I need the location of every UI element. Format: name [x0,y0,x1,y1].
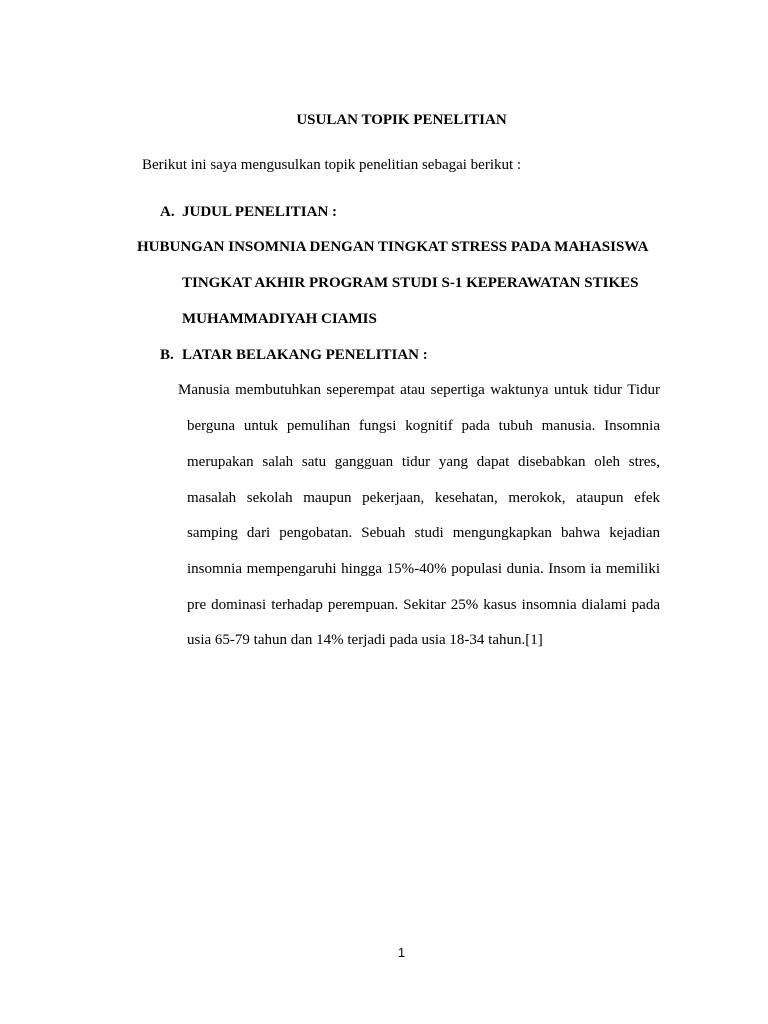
paragraph-line-5: samping dari pengobatan. Sebuah studi mengungkapkan bahwa kejadian [187,525,660,541]
research-title-line-3: MUHAMMADIYAH CIAMIS [182,311,377,327]
page-number: 1 [397,945,406,960]
paragraph-line-3: merupakan salah satu gangguan tidur yang dapat disebabkan oleh stres, [187,454,660,470]
section-a-letter: A. [160,204,175,220]
research-title-line-1: HUBUNGAN INSOMNIA DENGAN TINGKAT STRESS PADA MAHASISWA [137,239,649,255]
paragraph-line-6: insomnia mempengaruhi hingga 15%-40% populasi dunia. Insom ia memiliki [187,561,660,577]
section-b-heading: LATAR BELAKANG PENELITIAN : [182,347,428,363]
paragraph-line-4: masalah sekolah maupun pekerjaan, kesehatan, merokok, ataupun efek [187,490,660,506]
paragraph-line-2: berguna untuk pemulihan fungsi kognitif pada tubuh manusia. Insomnia [187,418,660,434]
paragraph-line-1: Manusia membutuhkan seperempat atau sepertiga waktunya untuk tidur Tidur [178,382,660,398]
paragraph-line-8: usia 65-79 tahun dan 14% terjadi pada usia 18-34 tahun.[1] [187,632,543,648]
intro-text: Berikut ini saya mengusulkan topik penelitian sebagai berikut : [142,157,522,173]
paragraph-line-7: pre dominasi terhadap perempuan. Sekitar 25% kasus insomnia dialami pada [187,597,660,613]
section-a-heading: JUDUL PENELITIAN : [182,204,338,220]
research-title-line-2: TINGKAT AKHIR PROGRAM STUDI S-1 KEPERAWATAN STIKES [182,275,639,291]
document-title: USULAN TOPIK PENELITIAN [296,112,507,128]
section-b-letter: B. [160,347,174,363]
